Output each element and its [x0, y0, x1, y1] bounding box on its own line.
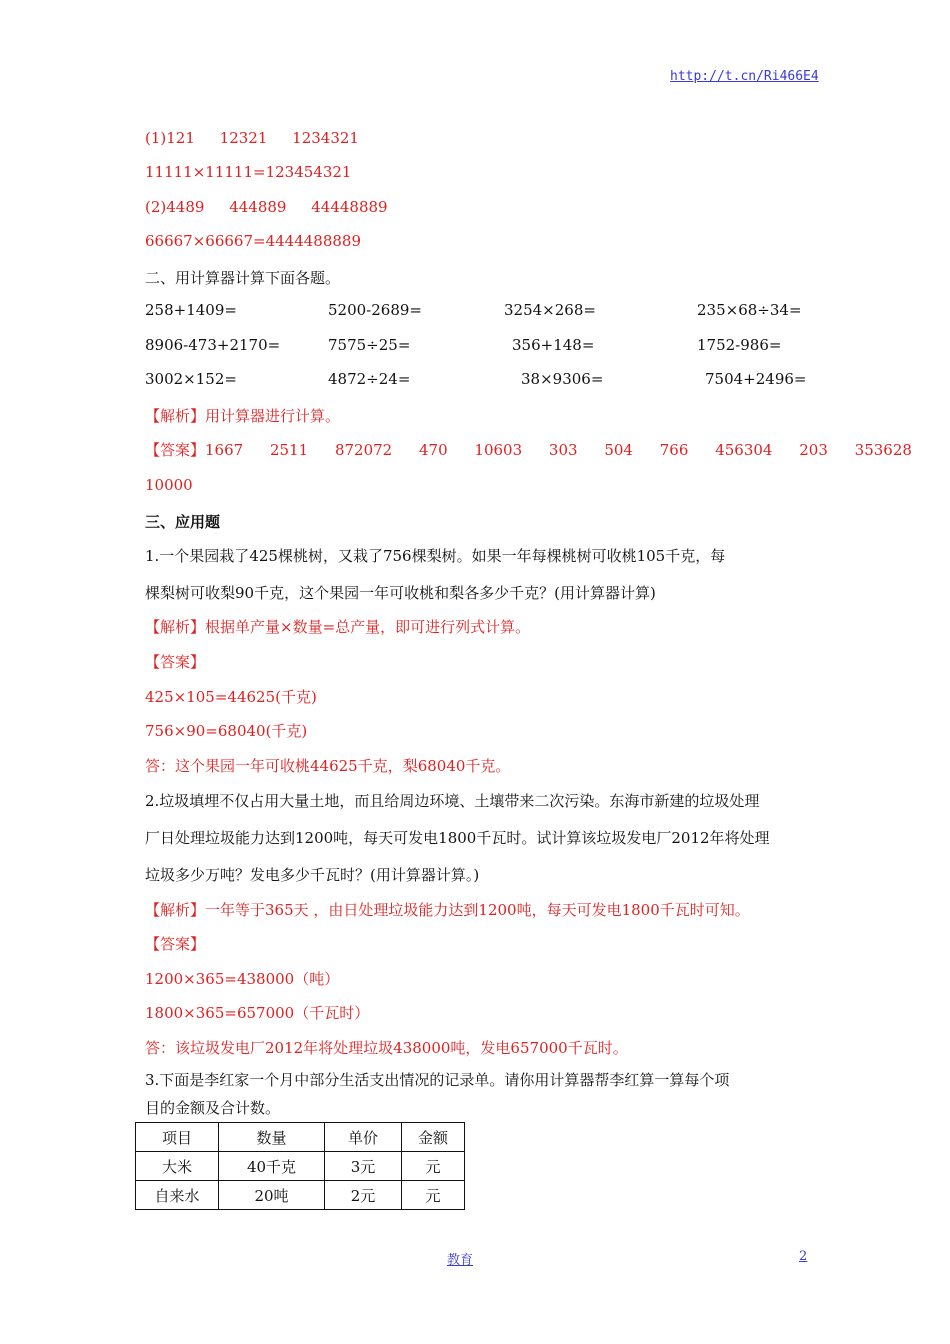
analysis-tag: 【解析】: [145, 901, 206, 919]
table-cell: 3元: [325, 1152, 402, 1181]
answer-value: 353628: [854, 441, 912, 459]
analysis-tag: 【解析】: [145, 618, 206, 636]
q3-text-line-2: 目的金额及合计数。: [145, 1099, 281, 1117]
q2-answer-tag: 【答案】: [145, 935, 206, 953]
q1-calc-1: 425×105=44625(千克): [145, 688, 317, 706]
section-2-answers: [145, 439, 912, 460]
pattern-value: 444889: [229, 198, 287, 216]
pattern-line-3: [145, 198, 388, 216]
table-cell: 元: [402, 1181, 465, 1210]
analysis-text: 根据单产量×数量=总产量，即可进行列式计算。: [205, 618, 531, 636]
table-row: [136, 1152, 465, 1181]
calc-row-3-col-2: 4872÷24=: [328, 370, 411, 388]
q2-calc-1: 1200×365=438000（吨）: [145, 970, 340, 988]
answer-value: 456304: [715, 441, 773, 459]
calc-row-1-col-4: 235×68÷34=: [697, 301, 802, 319]
q2-text-line-3: 垃圾多少万吨？发电多少千瓦时？(用计算器计算。): [145, 866, 480, 884]
pattern-value: (1)121: [145, 129, 195, 147]
answer-value: 303: [548, 441, 578, 459]
answer-value: 2511: [269, 441, 309, 459]
q2-analysis: [145, 899, 750, 920]
table-cell: 2元: [325, 1181, 402, 1210]
q1-calc-2: 756×90=68040(千克): [145, 722, 308, 740]
pattern-value: 12321: [219, 129, 268, 147]
answer-value: 504: [604, 441, 633, 459]
table-header-cell: 单价: [325, 1123, 402, 1152]
header-link[interactable]: http://t.cn/Ri466E4: [670, 69, 819, 84]
answer-value: 203: [799, 441, 828, 459]
pattern-line-4: 66667×66667=4444488889: [145, 232, 362, 250]
calc-row-2-col-4: 1752-986=: [697, 336, 782, 354]
q1-analysis: [145, 616, 530, 637]
pattern-value: 1234321: [292, 129, 359, 147]
section-2-answer-last: 10000: [145, 476, 193, 494]
analysis-tag: 【解析】: [145, 407, 206, 425]
calc-row-3-col-1: 3002×152=: [145, 370, 237, 388]
calc-row-3-col-4: 7504+2496=: [705, 370, 807, 388]
footer-link[interactable]: 教育: [447, 1253, 474, 1268]
q2-calc-2: 1800×365=657000（千瓦时）: [145, 1004, 370, 1022]
q2-text-line-2: 厂日处理垃圾能力达到1200吨，每天可发电1800千瓦时。试计算该垃圾发电厂2012年将处理: [145, 829, 770, 847]
section-2-title: 二、用计算器计算下面各题。: [145, 269, 341, 287]
answer-value: 10603: [474, 441, 523, 459]
calc-row-1-col-2: 5200-2689=: [328, 301, 422, 319]
answer-value: 470: [419, 441, 448, 459]
table-header-cell: 数量: [219, 1123, 325, 1152]
answer-value: 1667: [205, 441, 244, 459]
analysis-text: 一年等于365天 ，由日处理垃圾能力达到1200吨，每天可发电1800千瓦时可知。: [205, 901, 750, 919]
table-cell: 元: [402, 1152, 465, 1181]
table-header-cell: 金额: [402, 1123, 465, 1152]
pattern-line-1: [145, 129, 359, 147]
calc-row-2-col-3: 356+148=: [512, 336, 595, 354]
q1-answer-tag: 【答案】: [145, 653, 206, 671]
calc-row-2-col-2: 7575÷25=: [328, 336, 411, 354]
q1-final-answer: 答：这个果园一年可收桃44625千克，梨68040千克。: [145, 757, 511, 775]
q3-text-line-1: 3.下面是李红家一个月中部分生活支出情况的记录单。请你用计算器帮李红算一算每个项: [145, 1071, 730, 1089]
pattern-value: (2)4489: [145, 198, 205, 216]
table-header-cell: 项目: [136, 1123, 219, 1152]
calc-row-2-col-1: 8906-473+2170=: [145, 336, 281, 354]
table-cell: 20吨: [219, 1181, 325, 1210]
section-2-analysis: [145, 405, 340, 426]
q2-final-answer: 答：该垃圾发电厂2012年将处理垃圾438000吨，发电657000千瓦时。: [145, 1039, 628, 1057]
calc-row-1-col-3: 3254×268=: [504, 301, 596, 319]
table-cell: 自来水: [136, 1181, 219, 1210]
table-cell: 40千克: [219, 1152, 325, 1181]
q2-text-line-1: 2.垃圾填埋不仅占用大量土地，而且给周边环境、土壤带来二次污染。东海市新建的垃圾处理: [145, 792, 760, 810]
pattern-line-2: 11111×11111=123454321: [145, 163, 352, 181]
page-number: 2: [799, 1249, 808, 1264]
table-cell: 大米: [136, 1152, 219, 1181]
table-header-row: [136, 1123, 465, 1152]
table-row: [136, 1181, 465, 1210]
calc-row-3-col-3: 38×9306=: [521, 370, 604, 388]
q1-text-line-1: 1.一个果园栽了425棵桃树，又栽了756棵梨树。如果一年每棵桃树可收桃105千克，每: [145, 547, 726, 565]
calc-row-1-col-1: 258+1409=: [145, 301, 237, 319]
q1-text-line-2: 棵梨树可收梨90千克，这个果园一年可收桃和梨各多少千克？(用计算器计算): [145, 584, 656, 602]
answer-value: 766: [659, 441, 689, 459]
expense-table: [135, 1122, 465, 1210]
pattern-value: 44448889: [311, 198, 388, 216]
answer-value: 872072: [334, 441, 393, 459]
section-3-title: 三、应用题: [145, 513, 221, 531]
answer-tag: 【答案】: [145, 441, 206, 459]
analysis-text: 用计算器进行计算。: [205, 407, 341, 425]
